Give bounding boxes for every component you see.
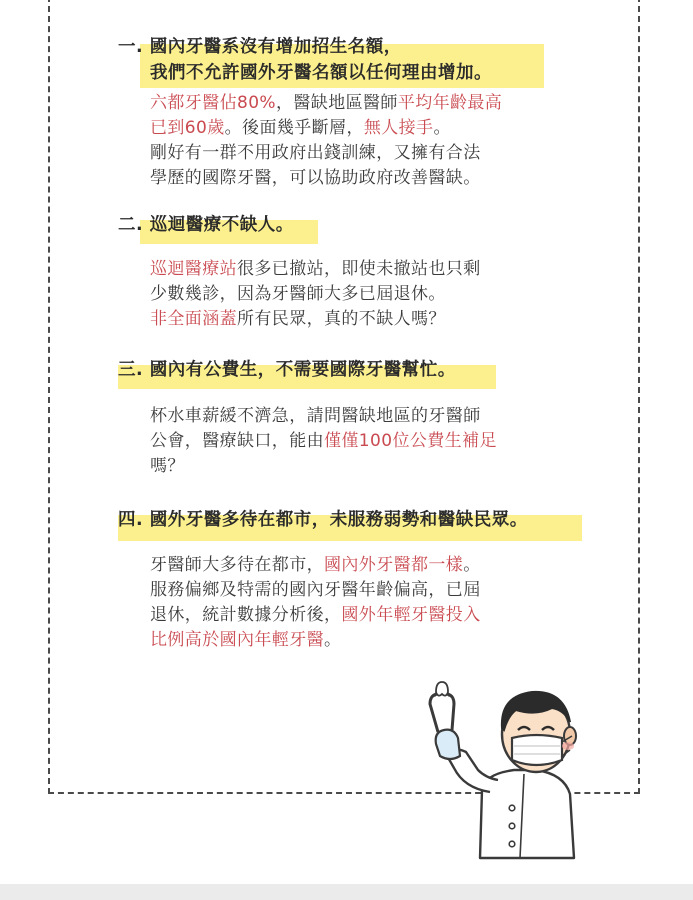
section-2-heading: [118, 212, 294, 238]
highlight-text: 國內外牙醫都一樣: [324, 555, 464, 575]
body-line: [150, 257, 481, 282]
section-1-body: [150, 91, 502, 191]
highlight-text: 平均年齡最高: [397, 93, 503, 113]
body-line: [150, 578, 481, 603]
section-heading: [118, 212, 294, 238]
dentist-holding-forceps-icon: [424, 670, 592, 862]
heading-line: 二. 巡迴醫療不缺人。: [118, 215, 294, 235]
body-text: 。: [324, 630, 342, 650]
body-text: 所有民眾，真的不缺人嗎？: [237, 309, 446, 329]
highlight-text: 僅僅100位公費生補足: [324, 431, 497, 451]
section-3-body: [150, 404, 497, 479]
body-line: [150, 116, 502, 141]
highlight-text: 國外年輕牙醫投入: [341, 605, 481, 625]
body-text: 退休，統計數據分析後，: [150, 605, 342, 625]
body-line: [150, 91, 502, 116]
body-text: 。: [463, 555, 481, 575]
highlight-text: 巡迴醫療站: [150, 259, 237, 279]
highlight-text: 已到60歲: [150, 118, 225, 138]
section-heading: [118, 34, 492, 86]
section-heading: [118, 507, 528, 533]
body-text: 公會，醫療缺口，能由: [150, 431, 324, 451]
highlight-text: 比例高於國內年輕牙醫: [150, 630, 324, 650]
section-4-body: [150, 553, 481, 653]
section-4-heading: [118, 507, 528, 533]
body-text: 少數幾診，因為牙醫師大多已屆退休。: [150, 284, 446, 304]
body-line: [150, 141, 502, 166]
body-text: 杯水車薪緩不濟急，請問醫缺地區的牙醫師: [150, 406, 481, 426]
body-text: 。後面幾乎斷層，: [224, 118, 364, 138]
section-1-heading: [118, 34, 492, 86]
heading-line: 我們不允許國外牙醫名額以任何理由增加。: [150, 63, 492, 83]
body-line: [150, 307, 481, 332]
body-line: [150, 166, 502, 191]
highlight-text: 非全面涵蓋: [150, 309, 237, 329]
body-line: [150, 454, 497, 479]
body-text: 很多已撤站，即使未撤站也只剩: [237, 259, 481, 279]
body-line: [150, 404, 497, 429]
heading-line: 四. 國外牙醫多待在都市，未服務弱勢和醫缺民眾。: [118, 510, 528, 530]
heading-line: 三. 國內有公費生，不需要國際牙醫幫忙。: [118, 360, 456, 380]
section-heading: [118, 357, 456, 383]
highlight-text: 六都牙醫佔80%: [150, 93, 276, 113]
body-text: 剛好有一群不用政府出錢訓練，又擁有合法: [150, 143, 481, 163]
body-text: 服務偏鄉及特需的國內牙醫年齡偏高，已屆: [150, 580, 481, 600]
body-line: [150, 628, 481, 653]
body-text: 嗎？: [150, 456, 185, 476]
body-text: 。: [433, 118, 451, 138]
body-line: [150, 282, 481, 307]
body-line: [150, 553, 481, 578]
body-line: [150, 603, 481, 628]
body-line: [150, 429, 497, 454]
body-text: 學歷的國際牙醫，可以協助政府改善醫缺。: [150, 168, 481, 188]
heading-line: 一. 國內牙醫系沒有增加招生名額，: [118, 37, 402, 57]
section-3-heading: [118, 357, 456, 383]
highlight-text: 無人接手: [363, 118, 434, 138]
body-text: 牙醫師大多待在都市，: [150, 555, 324, 575]
body-text: ，醫缺地區醫師: [276, 93, 398, 113]
section-2-body: [150, 257, 481, 332]
